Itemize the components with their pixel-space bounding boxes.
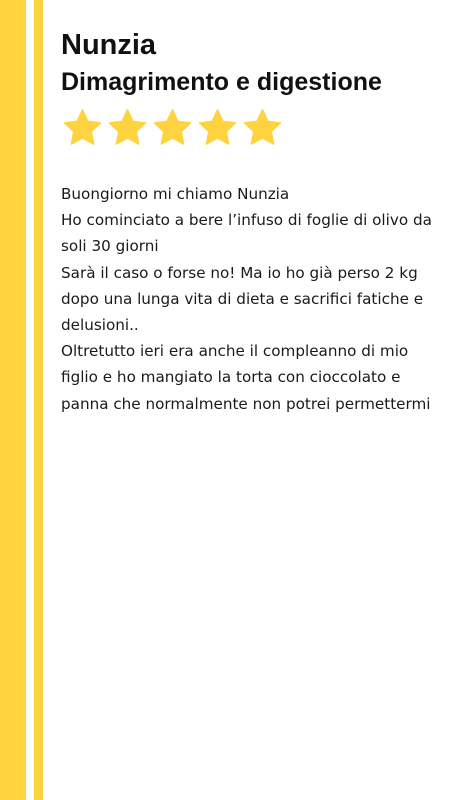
star-icon [61,107,104,149]
testimonial-card [61,27,436,417]
star-icon [241,107,284,149]
review-line: Oltretutto ieri era anche il compleanno di mio figlio e ho mangiato la torta con cioccolato e panna che normalmente non potrei permettermi [61,342,431,413]
accent-stripe-thin [34,0,43,800]
review-line: Buongiorno mi chiamo Nunzia [61,185,290,203]
star-rating [61,107,436,149]
review-subtitle: Dimagrimento e digestione [61,68,382,96]
review-text [61,181,436,417]
star-icon [196,107,239,149]
reviewer-name: Nunzia [61,29,157,61]
review-line: Ho cominciato a bere l’infuso di foglie di olivo da soli 30 giorni [61,211,432,256]
accent-stripe-wide [0,0,26,800]
review-line: Sarà il caso o forse no! Ma io ho già perso 2 kg dopo una lunga vita di dieta e sacrifici fatiche e delusioni.. [61,263,424,335]
star-icon [151,107,194,149]
star-icon [106,107,149,149]
